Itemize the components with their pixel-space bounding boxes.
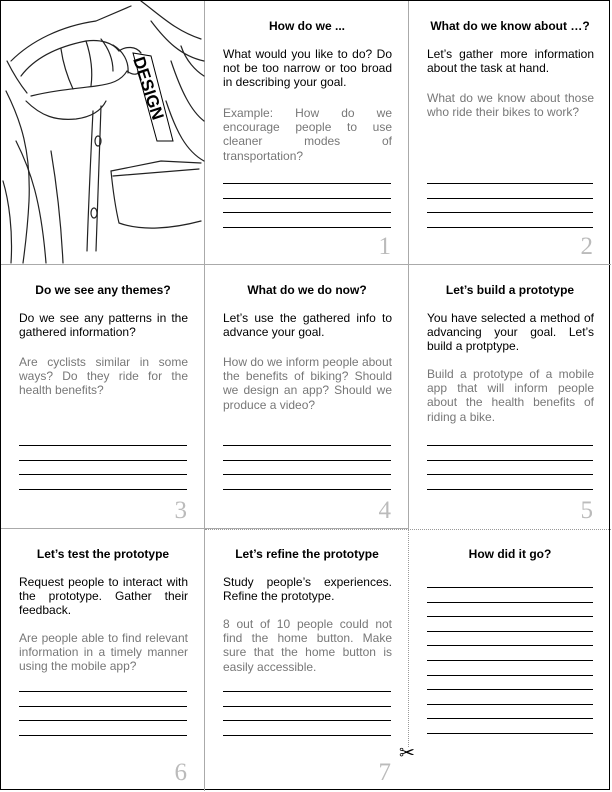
card-2-description: Let’s gather more information about the task at hand. xyxy=(427,47,594,76)
card-8-title: How did it go? xyxy=(468,547,552,561)
card-6-write-lines xyxy=(19,691,187,749)
card-5-write-lines xyxy=(427,445,593,503)
card-2-title: What do we know about …? xyxy=(430,19,590,33)
card-1-example: Example: How do we encourage people to use cleaner modes of transportation? xyxy=(223,106,392,163)
card-5-description: You have selected a method of advancing your goal. Let’s build a protptype. xyxy=(427,311,594,354)
card-test-prototype xyxy=(1,529,205,791)
card-how-do-we xyxy=(205,1,409,265)
card-build-prototype xyxy=(409,265,611,529)
card-themes xyxy=(1,265,205,529)
cover-card xyxy=(1,1,205,265)
card-7-description: Study people’s experiences. Refine the prototype. xyxy=(223,575,392,604)
card-3-number: 3 xyxy=(174,497,187,524)
design-word: DESIGN xyxy=(129,54,168,123)
card-4-number: 4 xyxy=(378,497,391,524)
scissors-icon: ✂ xyxy=(399,742,415,764)
card-3-example: Are cyclists similar in some ways? Do they ride for the health benefits? xyxy=(19,355,188,398)
card-6-example: Are people able to find relevant information in a timely manner using the mobile app? xyxy=(19,631,188,674)
card-4-title: What do we do now? xyxy=(247,283,367,297)
card-3-title: Do we see any themes? xyxy=(35,283,171,297)
card-1-title: How do we ... xyxy=(268,19,345,33)
card-2-example: What do we know about those who ride their bikes to work? xyxy=(427,91,594,120)
card-5-number: 5 xyxy=(580,497,593,524)
card-8-write-lines xyxy=(427,587,593,748)
card-3-description: Do we see any patterns in the gathered information? xyxy=(19,311,188,340)
card-4-description: Let’s use the gathered info to advance your goal. xyxy=(223,311,392,340)
card-5-example: Build a prototype of a mobile app that will inform people about the health benefits of riding a bike. xyxy=(427,367,594,424)
card-7-example: 8 out of 10 people could not find the home button. Make sure that the home button is easily accessible. xyxy=(223,617,392,674)
card-1-write-lines xyxy=(223,183,391,241)
card-how-did-it-go xyxy=(409,529,611,791)
card-1-number: 1 xyxy=(378,233,391,260)
card-3-write-lines xyxy=(19,445,187,503)
card-2-number: 2 xyxy=(580,233,593,260)
card-4-write-lines xyxy=(223,445,391,503)
card-6-title: Let’s test the prototype xyxy=(36,547,170,561)
card-7-number: 7 xyxy=(378,759,391,786)
card-6-description: Request people to interact with the prototype. Gather their feedback. xyxy=(19,575,188,618)
card-5-title: Let’s build a prototype xyxy=(445,283,575,297)
card-7-write-lines xyxy=(223,691,391,749)
card-what-now xyxy=(205,265,409,529)
card-7-title: Let’s refine the prototype xyxy=(235,547,379,561)
card-what-do-we-know xyxy=(409,1,611,265)
card-2-write-lines xyxy=(427,183,593,241)
card-refine-prototype xyxy=(205,529,409,791)
card-4-example: How do we inform people about the benefits of biking? Should we design an app? Should we produce a video? xyxy=(223,355,392,412)
card-1-description: What would you like to do? Do not be too narrow or too broad in describing your goal. xyxy=(223,47,392,90)
hand-tie-illustration xyxy=(1,1,205,265)
card-6-number: 6 xyxy=(174,759,187,786)
